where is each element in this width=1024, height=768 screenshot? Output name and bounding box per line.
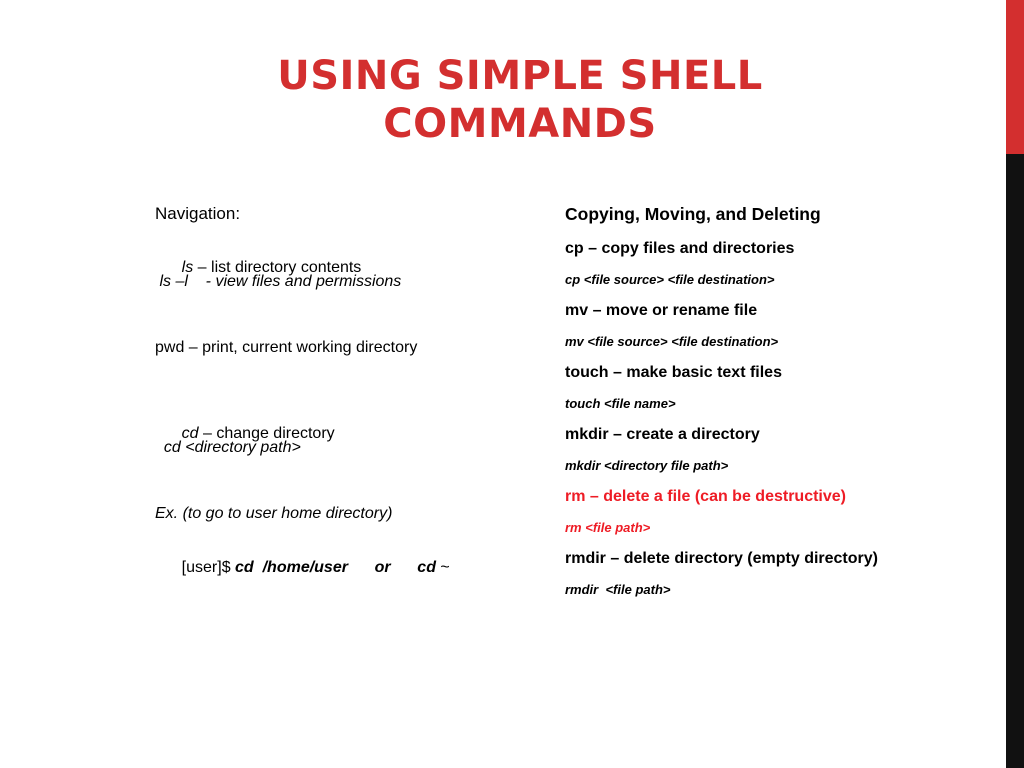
accent-bar-red (1006, 0, 1024, 154)
tilde-symbol: ~ (435, 559, 450, 576)
mkdir-usage: mkdir <directory file path> (565, 458, 729, 473)
copying-heading: Copying, Moving, and Deleting (565, 204, 821, 224)
navigation-heading: Navigation: (155, 204, 241, 223)
rm-usage: rm <file path> (565, 520, 651, 535)
mv-description: mv – move or rename file (565, 302, 758, 319)
mv-usage: mv <file source> <file destination> (565, 334, 779, 349)
title-line-2: COMMANDS (383, 101, 657, 147)
mkdir-description: mkdir – create a directory (565, 426, 760, 443)
cp-usage: cp <file source> <file destination> (565, 272, 775, 287)
touch-usage: touch <file name> (565, 396, 676, 411)
title-line-1: USING SIMPLE SHELL (277, 53, 763, 99)
ls-description: – list directory contents (193, 259, 362, 276)
ls-command: ls (181, 259, 194, 276)
ls-l-line: ls –l - view files and permissions (155, 273, 402, 290)
rm-description: rm – delete a file (can be destructive) (565, 488, 846, 505)
cd-description: – change directory (198, 425, 335, 442)
cd-command: cd (181, 425, 199, 442)
slide-title (150, 52, 890, 148)
example-label: Ex. (to go to user home directory) (155, 505, 393, 522)
touch-description: touch – make basic text files (565, 364, 782, 381)
example-command: cd /home/user or cd (235, 559, 436, 576)
example-command-line (155, 538, 450, 598)
rmdir-description: rmdir – delete directory (empty directory) (565, 550, 878, 567)
rmdir-usage: rmdir <file path> (565, 582, 671, 597)
pwd-line: pwd – print, current working directory (155, 339, 418, 356)
shell-prompt: [user]$ (181, 559, 236, 576)
accent-bar-dark (1006, 154, 1024, 768)
cp-description: cp – copy files and directories (565, 240, 795, 257)
cd-usage-line: cd <directory path> (155, 439, 301, 456)
